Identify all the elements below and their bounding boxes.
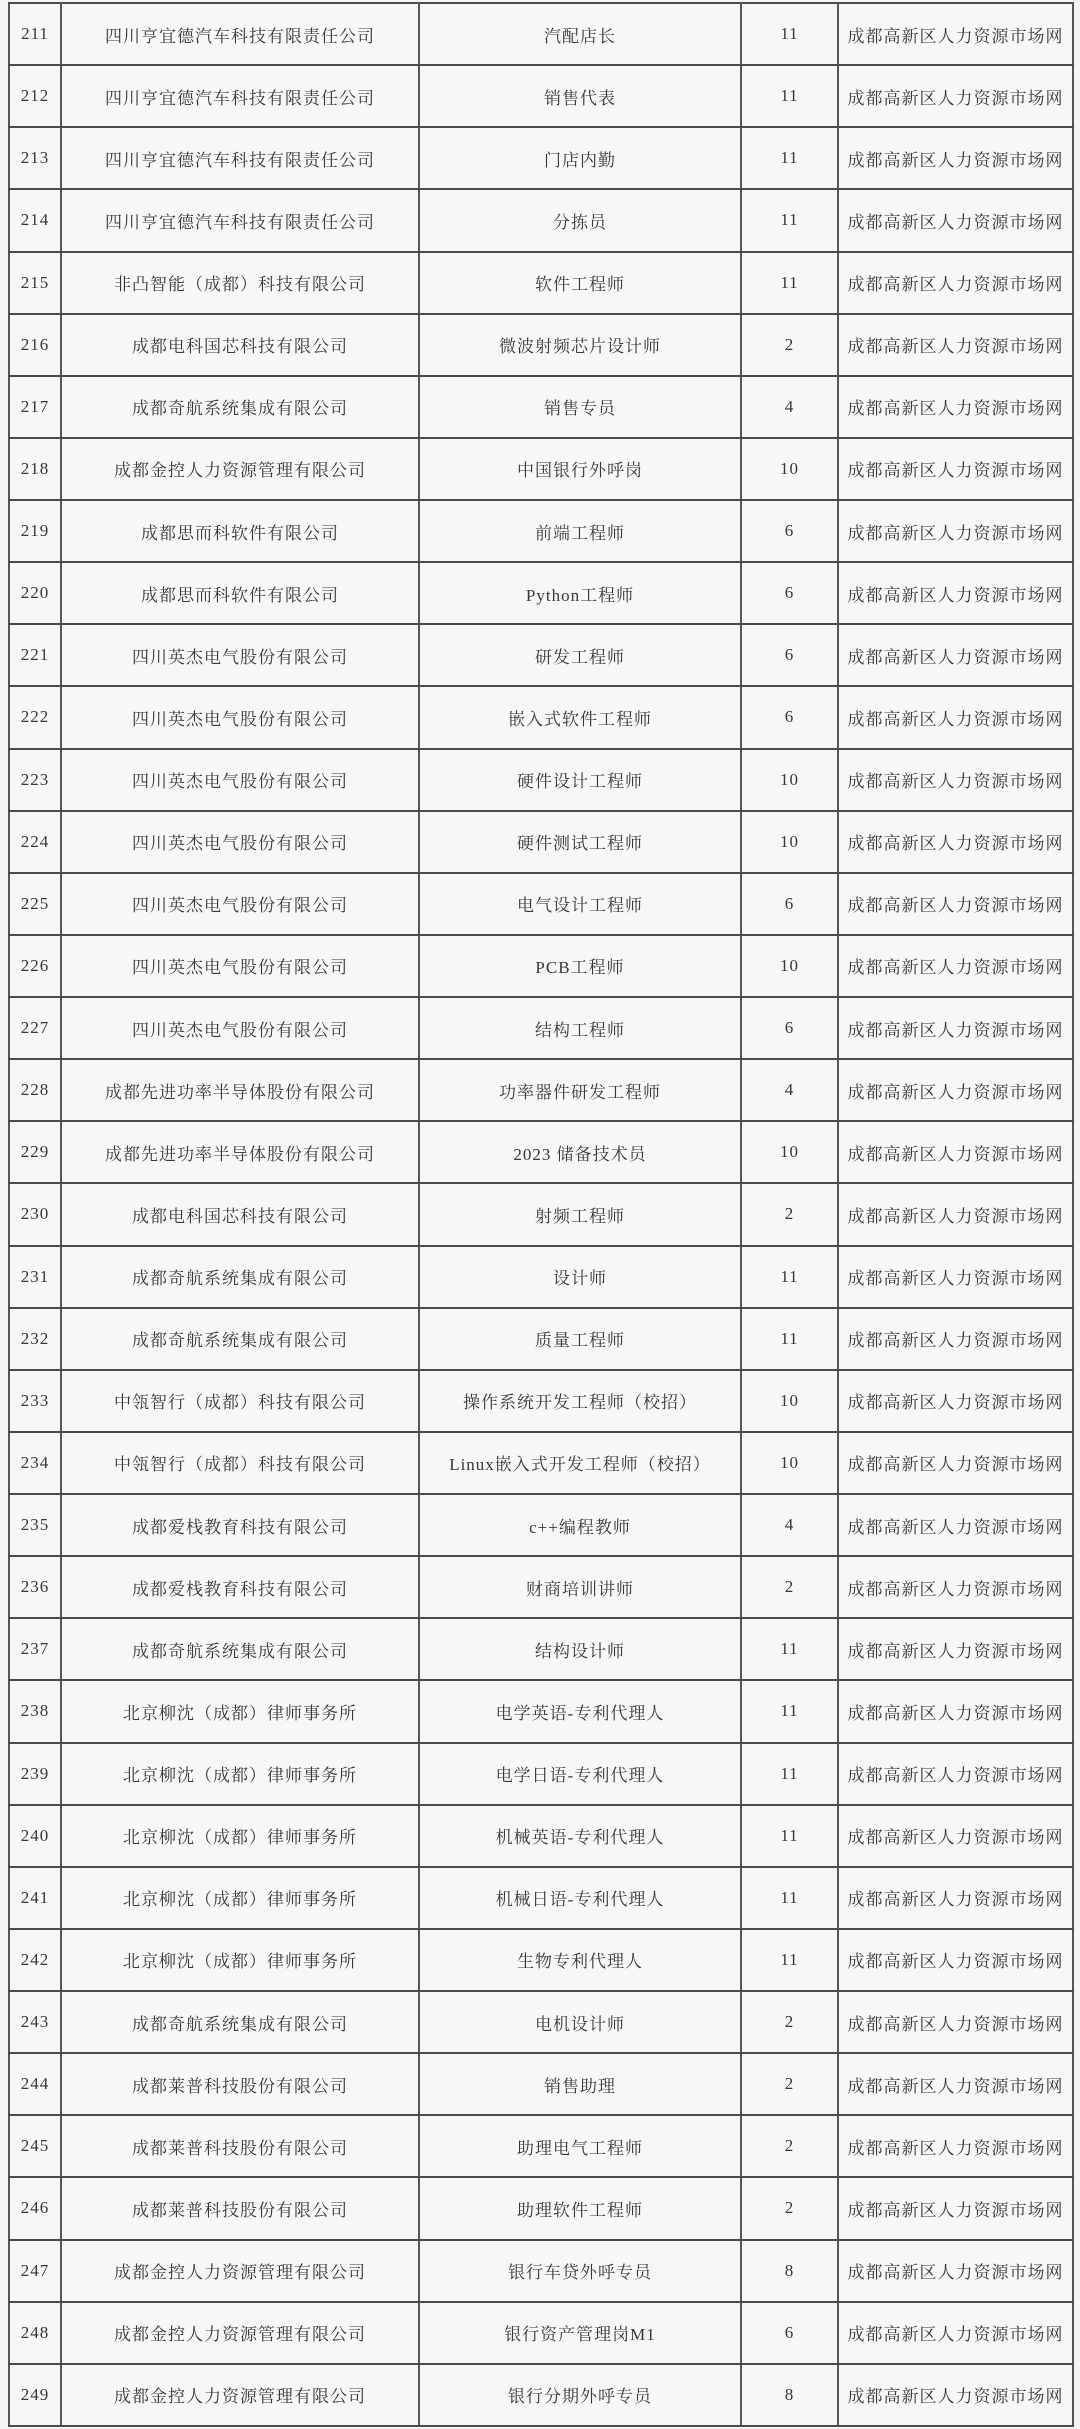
position-cell: 结构设计师 xyxy=(419,1618,741,1680)
source-cell: 成都高新区人力资源市场网 xyxy=(838,624,1073,686)
headcount-cell: 2 xyxy=(741,2053,838,2115)
position-cell: 2023 储备技术员 xyxy=(419,1121,741,1183)
table-row xyxy=(9,314,1073,376)
position-cell: 销售代表 xyxy=(419,65,741,127)
position-cell: 汽配店长 xyxy=(419,3,741,65)
company-cell: 北京柳沈（成都）律师事务所 xyxy=(61,1680,419,1742)
table-row xyxy=(9,3,1073,65)
position-cell: 银行分期外呼专员 xyxy=(419,2364,741,2426)
table-row xyxy=(9,2302,1073,2364)
table-row xyxy=(9,562,1073,624)
company-cell: 成都莱普科技股份有限公司 xyxy=(61,2053,419,2115)
row-number-cell: 234 xyxy=(9,1432,61,1494)
headcount-cell: 10 xyxy=(741,438,838,500)
table-row xyxy=(9,252,1073,314)
position-cell: Python工程师 xyxy=(419,562,741,624)
headcount-cell: 10 xyxy=(741,935,838,997)
row-number-cell: 237 xyxy=(9,1618,61,1680)
company-cell: 四川英杰电气股份有限公司 xyxy=(61,873,419,935)
position-cell: 质量工程师 xyxy=(419,1308,741,1370)
position-cell: 分拣员 xyxy=(419,189,741,251)
source-cell: 成都高新区人力资源市场网 xyxy=(838,1059,1073,1121)
source-cell: 成都高新区人力资源市场网 xyxy=(838,1308,1073,1370)
company-cell: 北京柳沈（成都）律师事务所 xyxy=(61,1743,419,1805)
position-cell: 微波射频芯片设计师 xyxy=(419,314,741,376)
headcount-cell: 2 xyxy=(741,1556,838,1618)
source-cell: 成都高新区人力资源市场网 xyxy=(838,562,1073,624)
source-cell: 成都高新区人力资源市场网 xyxy=(838,997,1073,1059)
source-cell: 成都高新区人力资源市场网 xyxy=(838,1805,1073,1867)
headcount-cell: 6 xyxy=(741,500,838,562)
position-cell: 电气设计工程师 xyxy=(419,873,741,935)
company-cell: 成都爱栈教育科技有限公司 xyxy=(61,1556,419,1618)
company-cell: 中瓴智行（成都）科技有限公司 xyxy=(61,1432,419,1494)
position-cell: 银行车贷外呼专员 xyxy=(419,2240,741,2302)
headcount-cell: 11 xyxy=(741,189,838,251)
headcount-cell: 2 xyxy=(741,314,838,376)
table-row xyxy=(9,624,1073,686)
headcount-cell: 6 xyxy=(741,686,838,748)
row-number-cell: 235 xyxy=(9,1494,61,1556)
table-row xyxy=(9,997,1073,1059)
table-row xyxy=(9,1743,1073,1805)
row-number-cell: 218 xyxy=(9,438,61,500)
position-cell: 嵌入式软件工程师 xyxy=(419,686,741,748)
company-cell: 四川亨宜德汽车科技有限责任公司 xyxy=(61,65,419,127)
row-number-cell: 231 xyxy=(9,1246,61,1308)
source-cell: 成都高新区人力资源市场网 xyxy=(838,2240,1073,2302)
headcount-cell: 10 xyxy=(741,1121,838,1183)
company-cell: 四川亨宜德汽车科技有限责任公司 xyxy=(61,127,419,189)
company-cell: 成都金控人力资源管理有限公司 xyxy=(61,438,419,500)
position-cell: 销售专员 xyxy=(419,376,741,438)
company-cell: 四川英杰电气股份有限公司 xyxy=(61,811,419,873)
source-cell: 成都高新区人力资源市场网 xyxy=(838,1929,1073,1991)
company-cell: 成都电科国芯科技有限公司 xyxy=(61,314,419,376)
company-cell: 北京柳沈（成都）律师事务所 xyxy=(61,1929,419,1991)
job-table-body xyxy=(9,3,1073,2426)
row-number-cell: 239 xyxy=(9,1743,61,1805)
row-number-cell: 224 xyxy=(9,811,61,873)
table-row xyxy=(9,1618,1073,1680)
source-cell: 成都高新区人力资源市场网 xyxy=(838,2302,1073,2364)
source-cell: 成都高新区人力资源市场网 xyxy=(838,65,1073,127)
row-number-cell: 238 xyxy=(9,1680,61,1742)
row-number-cell: 223 xyxy=(9,749,61,811)
row-number-cell: 236 xyxy=(9,1556,61,1618)
table-row xyxy=(9,65,1073,127)
row-number-cell: 241 xyxy=(9,1867,61,1929)
table-row xyxy=(9,1121,1073,1183)
row-number-cell: 227 xyxy=(9,997,61,1059)
table-row xyxy=(9,1929,1073,1991)
table-row xyxy=(9,1805,1073,1867)
position-cell: 软件工程师 xyxy=(419,252,741,314)
table-row xyxy=(9,873,1073,935)
company-cell: 成都电科国芯科技有限公司 xyxy=(61,1183,419,1245)
company-cell: 成都金控人力资源管理有限公司 xyxy=(61,2240,419,2302)
row-number-cell: 221 xyxy=(9,624,61,686)
table-row xyxy=(9,2240,1073,2302)
position-cell: 中国银行外呼岗 xyxy=(419,438,741,500)
headcount-cell: 10 xyxy=(741,811,838,873)
company-cell: 成都奇航系统集成有限公司 xyxy=(61,1246,419,1308)
row-number-cell: 248 xyxy=(9,2302,61,2364)
table-row xyxy=(9,1867,1073,1929)
table-row xyxy=(9,2115,1073,2177)
row-number-cell: 230 xyxy=(9,1183,61,1245)
row-number-cell: 213 xyxy=(9,127,61,189)
row-number-cell: 244 xyxy=(9,2053,61,2115)
row-number-cell: 249 xyxy=(9,2364,61,2426)
headcount-cell: 6 xyxy=(741,562,838,624)
position-cell: 射频工程师 xyxy=(419,1183,741,1245)
source-cell: 成都高新区人力资源市场网 xyxy=(838,376,1073,438)
headcount-cell: 11 xyxy=(741,1743,838,1805)
row-number-cell: 228 xyxy=(9,1059,61,1121)
company-cell: 成都奇航系统集成有限公司 xyxy=(61,1991,419,2053)
position-cell: 设计师 xyxy=(419,1246,741,1308)
table-row xyxy=(9,935,1073,997)
source-cell: 成都高新区人力资源市场网 xyxy=(838,438,1073,500)
position-cell: 助理电气工程师 xyxy=(419,2115,741,2177)
position-cell: 结构工程师 xyxy=(419,997,741,1059)
table-row xyxy=(9,189,1073,251)
position-cell: 机械英语-专利代理人 xyxy=(419,1805,741,1867)
source-cell: 成都高新区人力资源市场网 xyxy=(838,127,1073,189)
source-cell: 成都高新区人力资源市场网 xyxy=(838,686,1073,748)
row-number-cell: 219 xyxy=(9,500,61,562)
headcount-cell: 10 xyxy=(741,1370,838,1432)
company-cell: 成都先进功率半导体股份有限公司 xyxy=(61,1059,419,1121)
company-cell: 成都爱栈教育科技有限公司 xyxy=(61,1494,419,1556)
source-cell: 成都高新区人力资源市场网 xyxy=(838,1121,1073,1183)
company-cell: 成都奇航系统集成有限公司 xyxy=(61,1308,419,1370)
row-number-cell: 211 xyxy=(9,3,61,65)
headcount-cell: 11 xyxy=(741,127,838,189)
source-cell: 成都高新区人力资源市场网 xyxy=(838,2177,1073,2239)
source-cell: 成都高新区人力资源市场网 xyxy=(838,1183,1073,1245)
headcount-cell: 2 xyxy=(741,2177,838,2239)
row-number-cell: 242 xyxy=(9,1929,61,1991)
row-number-cell: 246 xyxy=(9,2177,61,2239)
position-cell: 操作系统开发工程师（校招） xyxy=(419,1370,741,1432)
source-cell: 成都高新区人力资源市场网 xyxy=(838,811,1073,873)
table-row xyxy=(9,2364,1073,2426)
company-cell: 四川英杰电气股份有限公司 xyxy=(61,935,419,997)
source-cell: 成都高新区人力资源市场网 xyxy=(838,1494,1073,1556)
table-row xyxy=(9,1494,1073,1556)
row-number-cell: 215 xyxy=(9,252,61,314)
headcount-cell: 6 xyxy=(741,2302,838,2364)
company-cell: 非凸智能（成都）科技有限公司 xyxy=(61,252,419,314)
source-cell: 成都高新区人力资源市场网 xyxy=(838,2053,1073,2115)
company-cell: 北京柳沈（成都）律师事务所 xyxy=(61,1805,419,1867)
company-cell: 四川英杰电气股份有限公司 xyxy=(61,749,419,811)
headcount-cell: 4 xyxy=(741,1059,838,1121)
row-number-cell: 220 xyxy=(9,562,61,624)
source-cell: 成都高新区人力资源市场网 xyxy=(838,749,1073,811)
table-row xyxy=(9,376,1073,438)
source-cell: 成都高新区人力资源市场网 xyxy=(838,1867,1073,1929)
source-cell: 成都高新区人力资源市场网 xyxy=(838,314,1073,376)
company-cell: 成都奇航系统集成有限公司 xyxy=(61,1618,419,1680)
table-row xyxy=(9,500,1073,562)
headcount-cell: 10 xyxy=(741,1432,838,1494)
table-row xyxy=(9,749,1073,811)
row-number-cell: 233 xyxy=(9,1370,61,1432)
table-row xyxy=(9,2053,1073,2115)
table-row xyxy=(9,127,1073,189)
company-cell: 中瓴智行（成都）科技有限公司 xyxy=(61,1370,419,1432)
row-number-cell: 222 xyxy=(9,686,61,748)
row-number-cell: 225 xyxy=(9,873,61,935)
company-cell: 四川英杰电气股份有限公司 xyxy=(61,686,419,748)
position-cell: 研发工程师 xyxy=(419,624,741,686)
position-cell: 财商培训讲师 xyxy=(419,1556,741,1618)
source-cell: 成都高新区人力资源市场网 xyxy=(838,2364,1073,2426)
company-cell: 四川英杰电气股份有限公司 xyxy=(61,997,419,1059)
row-number-cell: 245 xyxy=(9,2115,61,2177)
headcount-cell: 11 xyxy=(741,1618,838,1680)
position-cell: 销售助理 xyxy=(419,2053,741,2115)
company-cell: 成都莱普科技股份有限公司 xyxy=(61,2177,419,2239)
source-cell: 成都高新区人力资源市场网 xyxy=(838,1432,1073,1494)
source-cell: 成都高新区人力资源市场网 xyxy=(838,1680,1073,1742)
headcount-cell: 11 xyxy=(741,1929,838,1991)
source-cell: 成都高新区人力资源市场网 xyxy=(838,1991,1073,2053)
source-cell: 成都高新区人力资源市场网 xyxy=(838,3,1073,65)
headcount-cell: 6 xyxy=(741,624,838,686)
position-cell: c++编程教师 xyxy=(419,1494,741,1556)
position-cell: Linux嵌入式开发工程师（校招） xyxy=(419,1432,741,1494)
headcount-cell: 11 xyxy=(741,1867,838,1929)
source-cell: 成都高新区人力资源市场网 xyxy=(838,500,1073,562)
source-cell: 成都高新区人力资源市场网 xyxy=(838,935,1073,997)
headcount-cell: 11 xyxy=(741,252,838,314)
row-number-cell: 232 xyxy=(9,1308,61,1370)
company-cell: 成都思而科软件有限公司 xyxy=(61,562,419,624)
table-row xyxy=(9,1432,1073,1494)
table-row xyxy=(9,438,1073,500)
headcount-cell: 4 xyxy=(741,1494,838,1556)
row-number-cell: 226 xyxy=(9,935,61,997)
row-number-cell: 217 xyxy=(9,376,61,438)
headcount-cell: 8 xyxy=(741,2240,838,2302)
headcount-cell: 11 xyxy=(741,1805,838,1867)
headcount-cell: 11 xyxy=(741,1246,838,1308)
source-cell: 成都高新区人力资源市场网 xyxy=(838,2115,1073,2177)
source-cell: 成都高新区人力资源市场网 xyxy=(838,1370,1073,1432)
position-cell: 电机设计师 xyxy=(419,1991,741,2053)
headcount-cell: 11 xyxy=(741,3,838,65)
headcount-cell: 8 xyxy=(741,2364,838,2426)
position-cell: 助理软件工程师 xyxy=(419,2177,741,2239)
company-cell: 成都思而科软件有限公司 xyxy=(61,500,419,562)
row-number-cell: 240 xyxy=(9,1805,61,1867)
source-cell: 成都高新区人力资源市场网 xyxy=(838,252,1073,314)
position-cell: 机械日语-专利代理人 xyxy=(419,1867,741,1929)
company-cell: 成都先进功率半导体股份有限公司 xyxy=(61,1121,419,1183)
position-cell: 电学英语-专利代理人 xyxy=(419,1680,741,1742)
company-cell: 成都金控人力资源管理有限公司 xyxy=(61,2364,419,2426)
position-cell: 电学日语-专利代理人 xyxy=(419,1743,741,1805)
position-cell: 门店内勤 xyxy=(419,127,741,189)
table-row xyxy=(9,1059,1073,1121)
position-cell: 硬件测试工程师 xyxy=(419,811,741,873)
company-cell: 四川亨宜德汽车科技有限责任公司 xyxy=(61,189,419,251)
table-row xyxy=(9,1556,1073,1618)
headcount-cell: 6 xyxy=(741,997,838,1059)
headcount-cell: 2 xyxy=(741,1183,838,1245)
table-row xyxy=(9,2177,1073,2239)
table-row xyxy=(9,1308,1073,1370)
company-cell: 成都莱普科技股份有限公司 xyxy=(61,2115,419,2177)
row-number-cell: 216 xyxy=(9,314,61,376)
row-number-cell: 247 xyxy=(9,2240,61,2302)
headcount-cell: 4 xyxy=(741,376,838,438)
headcount-cell: 2 xyxy=(741,1991,838,2053)
table-row xyxy=(9,1246,1073,1308)
position-cell: PCB工程师 xyxy=(419,935,741,997)
table-row xyxy=(9,686,1073,748)
company-cell: 四川英杰电气股份有限公司 xyxy=(61,624,419,686)
position-cell: 硬件设计工程师 xyxy=(419,749,741,811)
headcount-cell: 11 xyxy=(741,1680,838,1742)
company-cell: 成都奇航系统集成有限公司 xyxy=(61,376,419,438)
table-row xyxy=(9,1680,1073,1742)
headcount-cell: 10 xyxy=(741,749,838,811)
source-cell: 成都高新区人力资源市场网 xyxy=(838,189,1073,251)
source-cell: 成都高新区人力资源市场网 xyxy=(838,1556,1073,1618)
headcount-cell: 2 xyxy=(741,2115,838,2177)
position-cell: 前端工程师 xyxy=(419,500,741,562)
position-cell: 生物专利代理人 xyxy=(419,1929,741,1991)
headcount-cell: 6 xyxy=(741,873,838,935)
headcount-cell: 11 xyxy=(741,1308,838,1370)
table-row xyxy=(9,1183,1073,1245)
position-cell: 功率器件研发工程师 xyxy=(419,1059,741,1121)
company-cell: 成都金控人力资源管理有限公司 xyxy=(61,2302,419,2364)
row-number-cell: 214 xyxy=(9,189,61,251)
table-row xyxy=(9,811,1073,873)
headcount-cell: 11 xyxy=(741,65,838,127)
company-cell: 四川亨宜德汽车科技有限责任公司 xyxy=(61,3,419,65)
company-cell: 北京柳沈（成都）律师事务所 xyxy=(61,1867,419,1929)
source-cell: 成都高新区人力资源市场网 xyxy=(838,1246,1073,1308)
position-cell: 银行资产管理岗M1 xyxy=(419,2302,741,2364)
source-cell: 成都高新区人力资源市场网 xyxy=(838,1743,1073,1805)
source-cell: 成都高新区人力资源市场网 xyxy=(838,873,1073,935)
source-cell: 成都高新区人力资源市场网 xyxy=(838,1618,1073,1680)
row-number-cell: 243 xyxy=(9,1991,61,2053)
row-number-cell: 212 xyxy=(9,65,61,127)
row-number-cell: 229 xyxy=(9,1121,61,1183)
table-row xyxy=(9,1370,1073,1432)
table-row xyxy=(9,1991,1073,2053)
job-listing-table xyxy=(8,2,1074,2427)
